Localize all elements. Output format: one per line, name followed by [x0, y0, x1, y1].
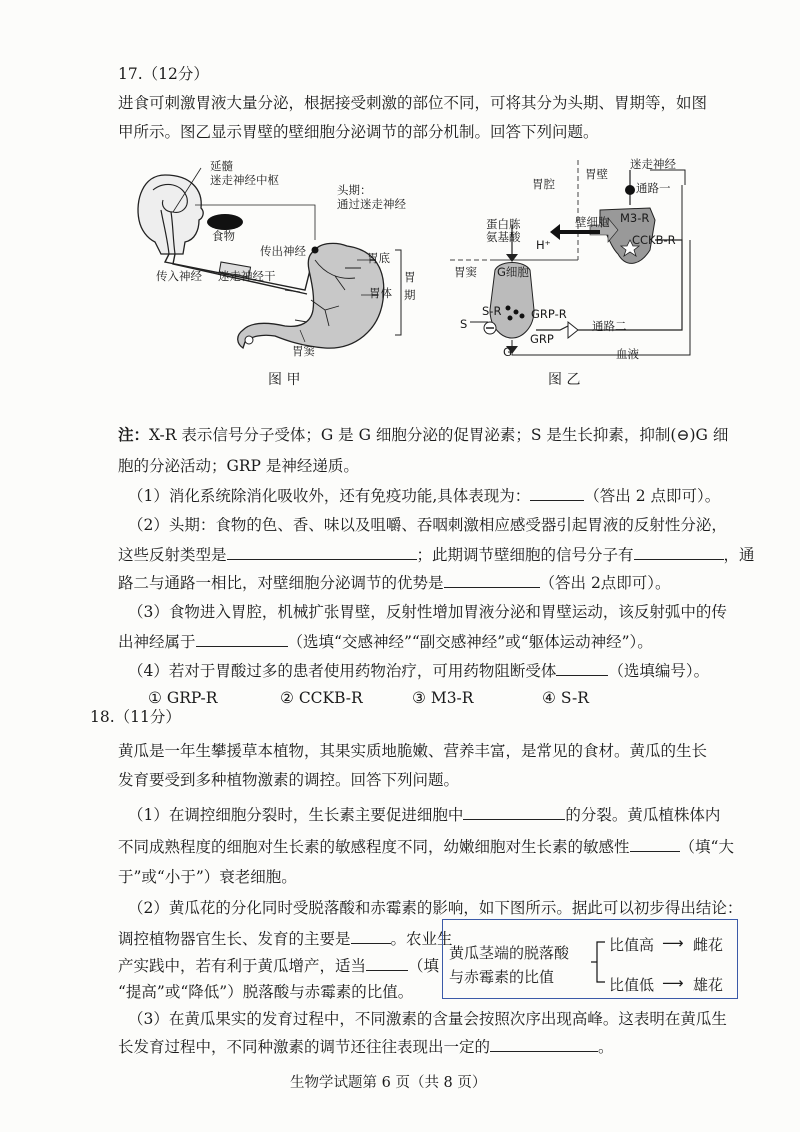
- answer-blank[interactable]: [196, 631, 288, 647]
- q17-s2a: （2）头期：食物的色、香、味以及咀嚼、吞咽刺激相应感受器引起胃液的反射性分泌，: [128, 516, 727, 534]
- label-parietal: 壁细胞: [575, 215, 610, 229]
- q17-s3b: 出神经属于 （选填“交感神经”“副交感神经”或“躯体运动神经”）。: [118, 633, 653, 651]
- arrow-icon: ⟶: [662, 974, 684, 992]
- label-hplus: H⁺: [536, 238, 551, 252]
- label-via-vagus: 通过迷走神经: [337, 197, 406, 211]
- label-grpr: GRP-R: [531, 307, 567, 321]
- food-ellipse: [207, 214, 243, 230]
- q18-intro-line1: 黄瓜是一年生攀援草本植物，其果实质地脆嫩、营养丰富，是常见的食材。黄瓜的生长: [118, 742, 708, 760]
- box-ratio-high: 比值高: [609, 936, 655, 954]
- q18-intro-line2: 发育要受到多种植物激素的调控。回答下列问题。: [118, 771, 460, 789]
- box-ratio-low: 比值低: [609, 976, 655, 994]
- label-lumen: 胃腔: [532, 177, 555, 191]
- q17-s3a: （3）食物进入胃腔，机械扩张胃壁，反射性增加胃液分泌和胃壁运动，该反射弧中的传: [128, 603, 727, 621]
- label-blood: 血液: [616, 347, 639, 361]
- q18-s2b: 调控植物器官生长、发育的主要是 。农业生: [118, 930, 453, 948]
- answer-blank[interactable]: [634, 544, 724, 560]
- label-gastric-body: 胃体: [369, 286, 392, 300]
- answer-blank[interactable]: [556, 660, 608, 676]
- q17-option-4: ④ S-R: [542, 689, 589, 707]
- box-text-line1: 黄瓜茎端的脱落酸: [449, 944, 570, 962]
- answer-blank[interactable]: [366, 955, 408, 971]
- q17-heading: 17.（12分）: [118, 65, 209, 83]
- label-path2: 通路二: [592, 319, 627, 333]
- note-line1: [118, 425, 728, 445]
- answer-blank[interactable]: [227, 544, 417, 560]
- q17-intro-line2: 甲所示。图乙显示胃壁的壁细胞分泌调节的部分机制。回答下列问题。: [118, 123, 599, 141]
- label-vagus-center: 迷走神经中枢: [210, 173, 279, 187]
- label-efferent: 传出神经: [260, 244, 306, 258]
- arrow-icon: ⟶: [662, 934, 684, 952]
- q18-heading: 18.（11分）: [90, 708, 181, 726]
- label-antrum-b: 胃窦: [454, 265, 477, 279]
- answer-blank[interactable]: [490, 1036, 598, 1052]
- q17-s2c: 路二与通路一相比，对壁细胞分泌调节的优势是 （答出 2点即可）。: [118, 574, 671, 592]
- label-m3r: M3-R: [620, 211, 650, 225]
- figure-a-caption: 图 甲: [268, 372, 301, 388]
- q18-s3b: 长发育过程中，不同种激素的调节还往往表现出一定的 。: [118, 1038, 614, 1056]
- label-head-phase: 头期：: [337, 183, 372, 197]
- box-female: 雌花: [693, 936, 724, 954]
- q18-s2c: 产实践中，若有利于黄瓜增产，适当 （填: [118, 957, 440, 975]
- label-protein: 蛋白胨: [486, 217, 521, 231]
- label-gastric-phase: 胃期: [404, 270, 416, 302]
- note-head: 注：: [118, 425, 150, 444]
- label-grp: GRP: [530, 332, 554, 346]
- q18-s1c: 于”或“小于”）衰老细胞。: [118, 868, 297, 886]
- answer-blank[interactable]: [463, 804, 565, 820]
- head-outline: [138, 175, 203, 254]
- q17-intro-line1: 进食可刺激胃液大量分泌，根据接受刺激的部位不同，可将其分为头期、胃期等，如图: [118, 94, 708, 112]
- label-sr: S-R: [482, 304, 502, 318]
- q17-option-1: ① GRP-R: [148, 689, 218, 707]
- label-afferent: 传入神经: [156, 269, 202, 283]
- answer-blank[interactable]: [630, 836, 680, 852]
- label-fundus: 胃底: [367, 251, 390, 265]
- q17-option-2: ② CCKB-R: [280, 689, 363, 707]
- label-s: S: [460, 317, 468, 331]
- label-medulla: 延髓: [210, 159, 233, 173]
- q18-s1a: （1）在调控细胞分裂时，生长素主要促进细胞中 的分裂。黄瓜植株体内: [128, 806, 721, 824]
- q18-s2d: “提高”或“降低”）脱落酸与赤霉素的比值。: [118, 983, 414, 1001]
- box-male: 雄花: [693, 976, 724, 994]
- q18-s3a: （3）在黄瓜果实的发育过程中，不同激素的含量会按照次序出现高峰。这表明在黄瓜生: [128, 1010, 727, 1028]
- figure-b-caption: 图 乙: [548, 372, 581, 388]
- hormone-ratio-box: [442, 919, 738, 999]
- q18-s2a: （2）黄瓜花的分化同时受脱落酸和赤霉素的影响，如下图所示。据此可以初步得出结论：: [128, 899, 743, 917]
- label-cckbr: CCKB-R: [632, 233, 676, 247]
- page-footer: 生物学试题第 6 页（共 8 页）: [290, 1075, 487, 1091]
- label-vagus-trunk: 迷走神经干: [218, 269, 276, 283]
- stomach-shape: [238, 243, 384, 348]
- label-path1: 通路一: [636, 181, 671, 195]
- box-text-line2: 与赤霉素的比值: [449, 968, 555, 986]
- answer-blank[interactable]: [530, 485, 584, 501]
- label-antrum-a: 胃窦: [292, 344, 315, 358]
- q17-s1: （1）消化系统除消化吸收外，还有免疫功能,具体表现为： （答出 2 点即可）。: [128, 487, 721, 505]
- q18-s1b: 不同成熟程度的细胞对生长素的敏感程度不同，幼嫩细胞对生长素的敏感性 （填“大: [118, 838, 734, 856]
- label-wall: 胃壁: [585, 167, 608, 181]
- q17-s4: （4）若对于胃酸过多的患者使用药物治疗，可用药物阻断受体 （选填编号）。: [128, 662, 710, 680]
- label-amino: 氨基酸: [486, 230, 521, 244]
- label-g: G: [503, 345, 512, 359]
- label-gcell: G细胞: [497, 265, 529, 279]
- label-food: 食物: [212, 229, 235, 243]
- note-line2: 胞的分泌活动；GRP 是神经递质。: [118, 457, 359, 475]
- answer-blank[interactable]: [444, 572, 540, 588]
- label-vagus-b: 迷走神经: [630, 157, 676, 171]
- q17-s2b: 这些反射类型是 ；此期调节壁细胞的信号分子有 ，通: [118, 546, 755, 564]
- q17-option-3: ③ M3-R: [412, 689, 474, 707]
- answer-blank[interactable]: [351, 928, 391, 944]
- note-text1: X-R 表示信号分子受体；G 是 G 细胞分泌的促胃泌素；S 是生长抑素，抑制(⊖)G 细: [149, 426, 729, 444]
